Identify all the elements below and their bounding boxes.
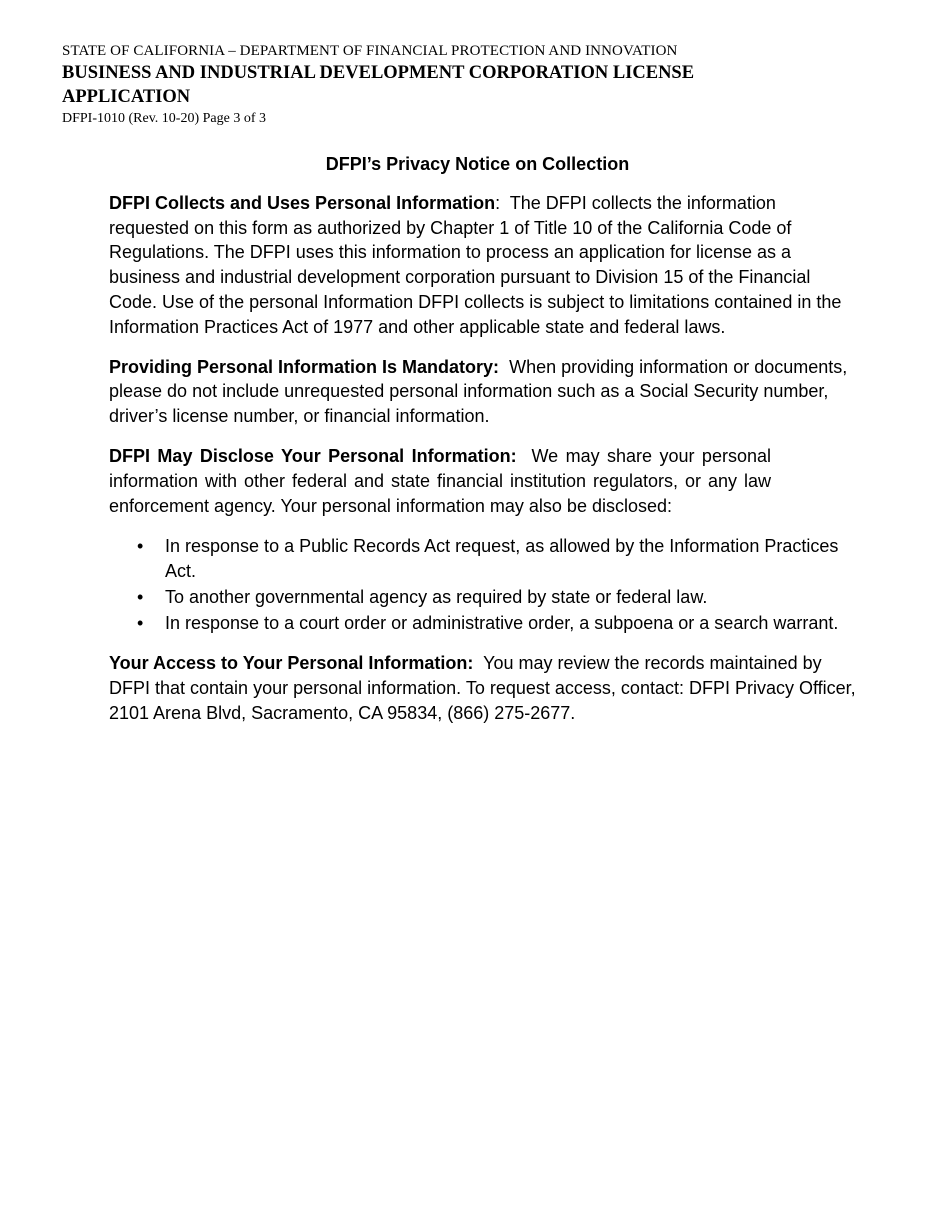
list-item-text: In response to a court order or administrative order, a subpoena or a search warrant.: [165, 613, 839, 634]
section-body: When providing information or documents, please do not include unrequested personal information such as a Social Security number, driver’s license number, or financial information.: [109, 356, 848, 427]
section-separator: [473, 653, 483, 673]
bullet-icon: •: [137, 535, 144, 556]
section-separator: [517, 446, 532, 466]
list-item: [109, 585, 859, 610]
section-heading: Your Access to Your Personal Information:: [109, 653, 474, 674]
section-separator: [499, 357, 509, 377]
section-heading: DFPI May Disclose Your Personal Information:: [109, 446, 517, 467]
section-access: [109, 651, 859, 725]
form-title: BUSINESS AND INDUSTRIAL DEVELOPMENT CORPORATION LICENSE APPLICATION: [62, 63, 695, 107]
form-header: [62, 42, 902, 128]
section-heading: DFPI Collects and Uses Personal Information: [109, 193, 496, 213]
section-disclose: [109, 444, 771, 518]
section-body: You may review the records maintained by DFPI that contain your personal information. To request access, contact: DFPI Privacy Officer, 2101 Arena Blvd, Sacramento, CA 95834, (866) 275-2677.: [109, 653, 856, 723]
section-heading: Providing Personal Information Is Mandatory:: [109, 356, 500, 377]
section-separator: :: [495, 193, 510, 213]
bullet-icon: •: [137, 586, 144, 607]
section-collects-uses: [109, 191, 859, 339]
privacy-notice-title: DFPI’s Privacy Notice on Collection: [325, 154, 630, 174]
section-body: We may share your personal information with other federal and state financial institution regulators, or any law enforcement agency. Your personal information may also be disclosed:: [109, 446, 771, 516]
list-item: [109, 611, 859, 636]
privacy-notice-body: [109, 191, 859, 741]
bullet-icon: •: [137, 613, 144, 634]
list-item: [109, 534, 859, 583]
list-item-text: To another governmental agency as required by state or federal law.: [165, 586, 708, 607]
section-mandatory: [109, 355, 859, 429]
disclosure-list: [109, 534, 859, 636]
section-body: The DFPI collects the information requested on this form as authorized by Chapter 1 of Title 10 of the California Code of Regulations. The DFPI uses this information to process an application for license as a business and industrial development corporation pursuant to Division 15 of the Financial Code. Use of the personal Information DFPI collects is subject to limitations contained in the Information Practices Act of 1977 and other applicable state and federal laws.: [109, 193, 842, 337]
list-item-text: In response to a Public Records Act request, as allowed by the Information Practices Act.: [165, 535, 839, 581]
agency-name: STATE OF CALIFORNIA – DEPARTMENT OF FINANCIAL PROTECTION AND INNOVATION: [62, 43, 678, 59]
form-number: DFPI-1010 (Rev. 10-20) Page 3 of 3: [62, 111, 267, 126]
